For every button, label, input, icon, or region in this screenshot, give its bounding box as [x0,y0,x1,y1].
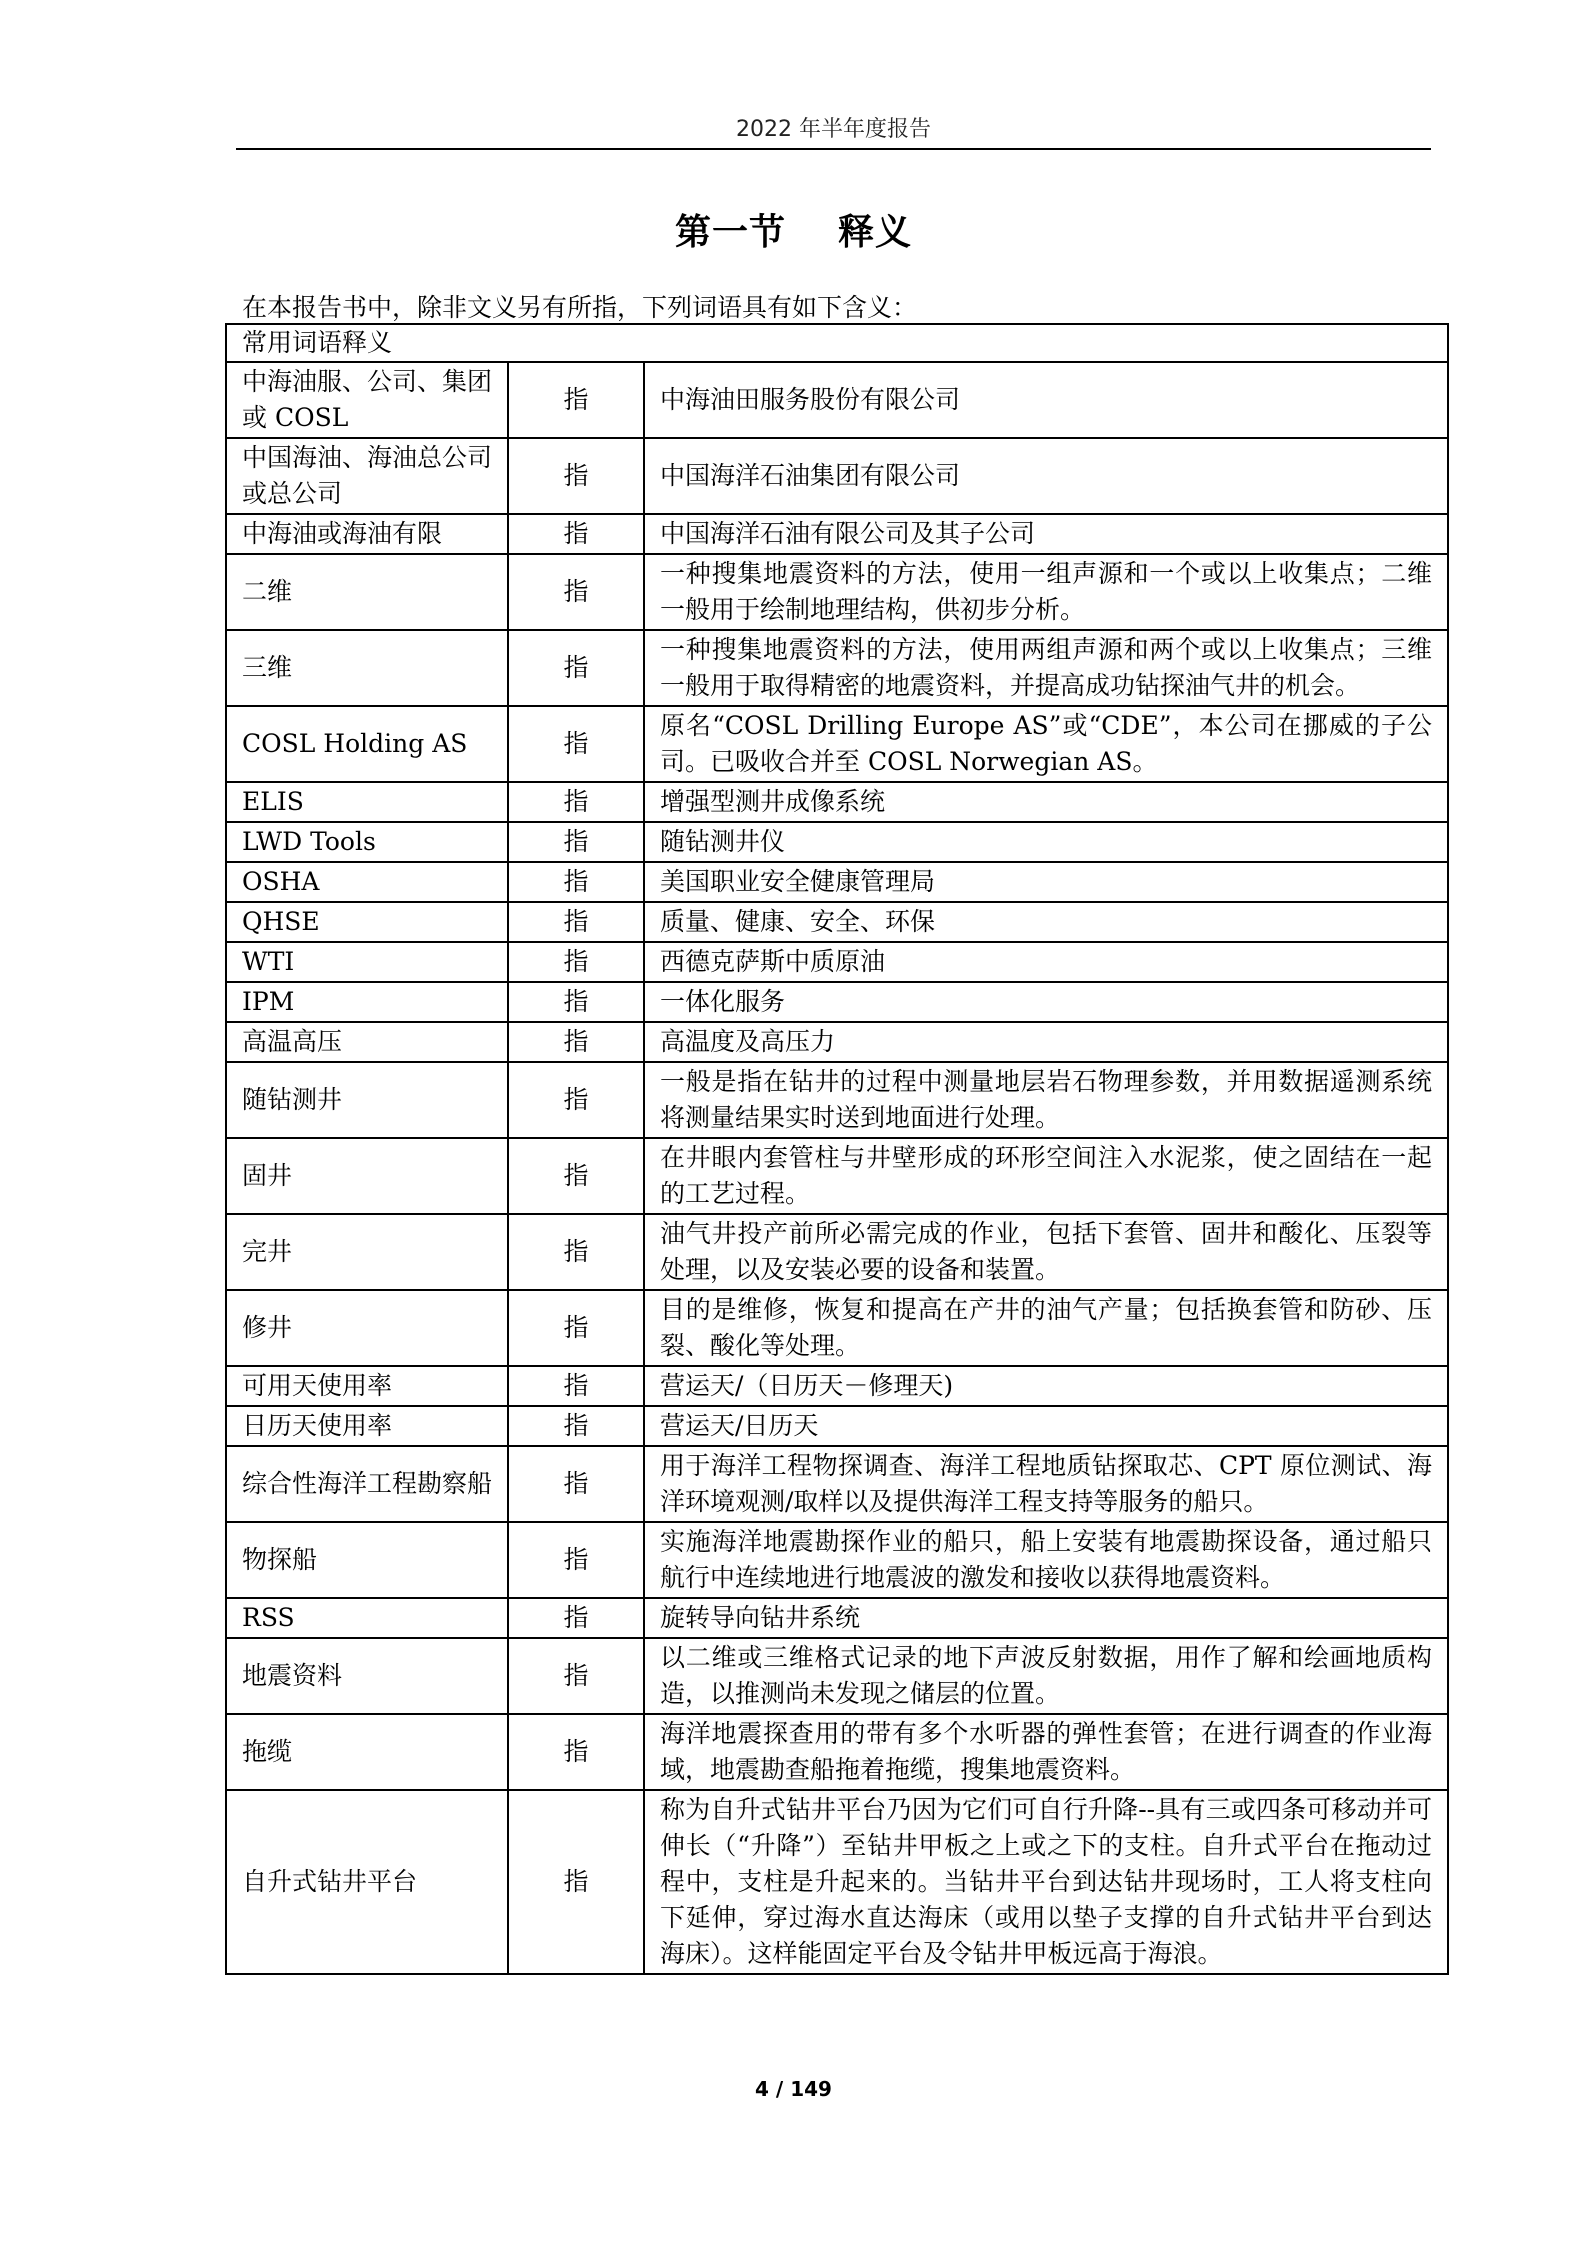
definition-term: COSL Holding AS [226,706,508,782]
definition-text: 中国海洋石油集团有限公司 [644,438,1448,514]
definition-text: 用于海洋工程物探调查、海洋工程地质钻探取芯、CPT 原位测试、海洋环境观测/取样以及提供海洋工程支持等服务的船只。 [644,1446,1448,1522]
definition-marker: 指 [508,438,644,514]
definition-row [226,1022,1448,1062]
definition-row [226,438,1448,514]
definition-text: 高温度及高压力 [644,1022,1448,1062]
definition-term: 修井 [226,1290,508,1366]
category-label: 常用词语释义 [226,324,1448,362]
definition-row [226,1790,1448,1974]
definition-marker: 指 [508,822,644,862]
definition-marker: 指 [508,942,644,982]
definition-text: 营运天/（日历天－修理天) [644,1366,1448,1406]
definition-term: 二维 [226,554,508,630]
definition-term: 固井 [226,1138,508,1214]
definition-marker: 指 [508,706,644,782]
definition-marker: 指 [508,1638,644,1714]
definition-text: 目的是维修，恢复和提高在产井的油气产量；包括换套管和防砂、压裂、酸化等处理。 [644,1290,1448,1366]
definition-term: 中海油服、公司、集团或 COSL [226,362,508,438]
definition-marker: 指 [508,1138,644,1214]
definition-row [226,630,1448,706]
definition-text: 一种搜集地震资料的方法，使用两组声源和两个或以上收集点；三维一般用于取得精密的地震资料，并提高成功钻探油气井的机会。 [644,630,1448,706]
definition-marker: 指 [508,1290,644,1366]
definition-marker: 指 [508,554,644,630]
definition-term: QHSE [226,902,508,942]
definition-marker: 指 [508,1598,644,1638]
definition-text: 美国职业安全健康管理局 [644,862,1448,902]
definition-marker: 指 [508,1522,644,1598]
definition-term: 三维 [226,630,508,706]
definition-text: 西德克萨斯中质原油 [644,942,1448,982]
definition-text: 实施海洋地震勘探作业的船只，船上安装有地震勘探设备，通过船只航行中连续地进行地震波的激发和接收以获得地震资料。 [644,1522,1448,1598]
definition-row [226,1214,1448,1290]
definition-term: WTI [226,942,508,982]
definition-term: 自升式钻井平台 [226,1790,508,1974]
definition-text: 海洋地震探查用的带有多个水听器的弹性套管；在进行调查的作业海域，地震勘查船拖着拖缆，搜集地震资料。 [644,1714,1448,1790]
definition-row [226,706,1448,782]
definition-marker: 指 [508,1714,644,1790]
definition-row [226,514,1448,554]
definition-term: 地震资料 [226,1638,508,1714]
definition-term: 日历天使用率 [226,1406,508,1446]
definition-row [226,1062,1448,1138]
definition-row [226,554,1448,630]
definition-text: 油气井投产前所必需完成的作业，包括下套管、固井和酸化、压裂等处理，以及安装必要的设备和装置。 [644,1214,1448,1290]
definition-marker: 指 [508,1214,644,1290]
section-name: 释义 [838,212,913,253]
definition-row [226,1446,1448,1522]
definition-term: 可用天使用率 [226,1366,508,1406]
header-divider [236,148,1431,150]
section-title [0,204,1587,255]
definition-term: 拖缆 [226,1714,508,1790]
definition-marker: 指 [508,630,644,706]
definition-marker: 指 [508,514,644,554]
definition-term: 随钻测井 [226,1062,508,1138]
definition-term: RSS [226,1598,508,1638]
definition-text: 称为自升式钻井平台乃因为它们可自行升降--具有三或四条可移动并可伸长（“升降”）至钻井甲板之上或之下的支柱。自升式平台在拖动过程中，支柱是升起来的。当钻井平台到达钻井现场时，工人将支柱向下延伸，穿过海水直达海床（或用以垫子支撑的自升式钻井平台到达海床）。这样能固定平台及令钻井甲板远高于海浪。 [644,1790,1448,1974]
definition-term: IPM [226,982,508,1022]
definition-row [226,1714,1448,1790]
definition-marker: 指 [508,862,644,902]
intro-text: 在本报告书中，除非文义另有所指，下列词语具有如下含义： [242,293,918,322]
definition-row [226,862,1448,902]
definition-marker: 指 [508,782,644,822]
definition-row [226,1406,1448,1446]
definition-marker: 指 [508,1366,644,1406]
definition-row [226,1638,1448,1714]
definition-marker: 指 [508,982,644,1022]
definition-marker: 指 [508,1790,644,1974]
definition-marker: 指 [508,902,644,942]
definition-text: 中海油田服务股份有限公司 [644,362,1448,438]
definition-term: LWD Tools [226,822,508,862]
definition-row [226,1290,1448,1366]
definition-row [226,1138,1448,1214]
definition-text: 以二维或三维格式记录的地下声波反射数据，用作了解和绘画地质构造，以推测尚未发现之储层的位置。 [644,1638,1448,1714]
definition-row [226,1522,1448,1598]
definition-row [226,1366,1448,1406]
category-row [226,324,1448,362]
definition-term: ELIS [226,782,508,822]
definition-text: 一种搜集地震资料的方法，使用一组声源和一个或以上收集点；二维一般用于绘制地理结构，供初步分析。 [644,554,1448,630]
definition-text: 中国海洋石油有限公司及其子公司 [644,514,1448,554]
definition-term: 中国海油、海油总公司或总公司 [226,438,508,514]
definition-marker: 指 [508,1062,644,1138]
definition-text: 一般是指在钻井的过程中测量地层岩石物理参数，并用数据遥测系统将测量结果实时送到地面进行处理。 [644,1062,1448,1138]
definition-row [226,1598,1448,1638]
definition-row [226,362,1448,438]
definition-term: 完井 [226,1214,508,1290]
definition-term: 物探船 [226,1522,508,1598]
definition-text: 原名“COSL Drilling Europe AS”或“CDE”，本公司在挪威的子公司。已吸收合并至 COSL Norwegian AS。 [644,706,1448,782]
definitions-table [225,323,1449,1975]
definition-marker: 指 [508,362,644,438]
definition-row [226,782,1448,822]
definition-marker: 指 [508,1406,644,1446]
definition-row [226,982,1448,1022]
page-number: 4 / 149 [755,2077,832,2101]
definition-marker: 指 [508,1022,644,1062]
definition-text: 随钻测井仪 [644,822,1448,862]
definition-term: 中海油或海油有限 [226,514,508,554]
definition-row [226,942,1448,982]
definition-text: 旋转导向钻井系统 [644,1598,1448,1638]
definition-text: 营运天/日历天 [644,1406,1448,1446]
definition-row [226,902,1448,942]
section-number: 第一节 [674,212,786,253]
definition-term: 综合性海洋工程勘察船 [226,1446,508,1522]
definition-text: 增强型测井成像系统 [644,782,1448,822]
definition-text: 质量、健康、安全、环保 [644,902,1448,942]
definition-row [226,822,1448,862]
page-header: 2022 年半年度报告 [736,117,931,142]
definition-term: OSHA [226,862,508,902]
definition-text: 在井眼内套管柱与井壁形成的环形空间注入水泥浆，使之固结在一起的工艺过程。 [644,1138,1448,1214]
definition-term: 高温高压 [226,1022,508,1062]
definition-marker: 指 [508,1446,644,1522]
definition-text: 一体化服务 [644,982,1448,1022]
